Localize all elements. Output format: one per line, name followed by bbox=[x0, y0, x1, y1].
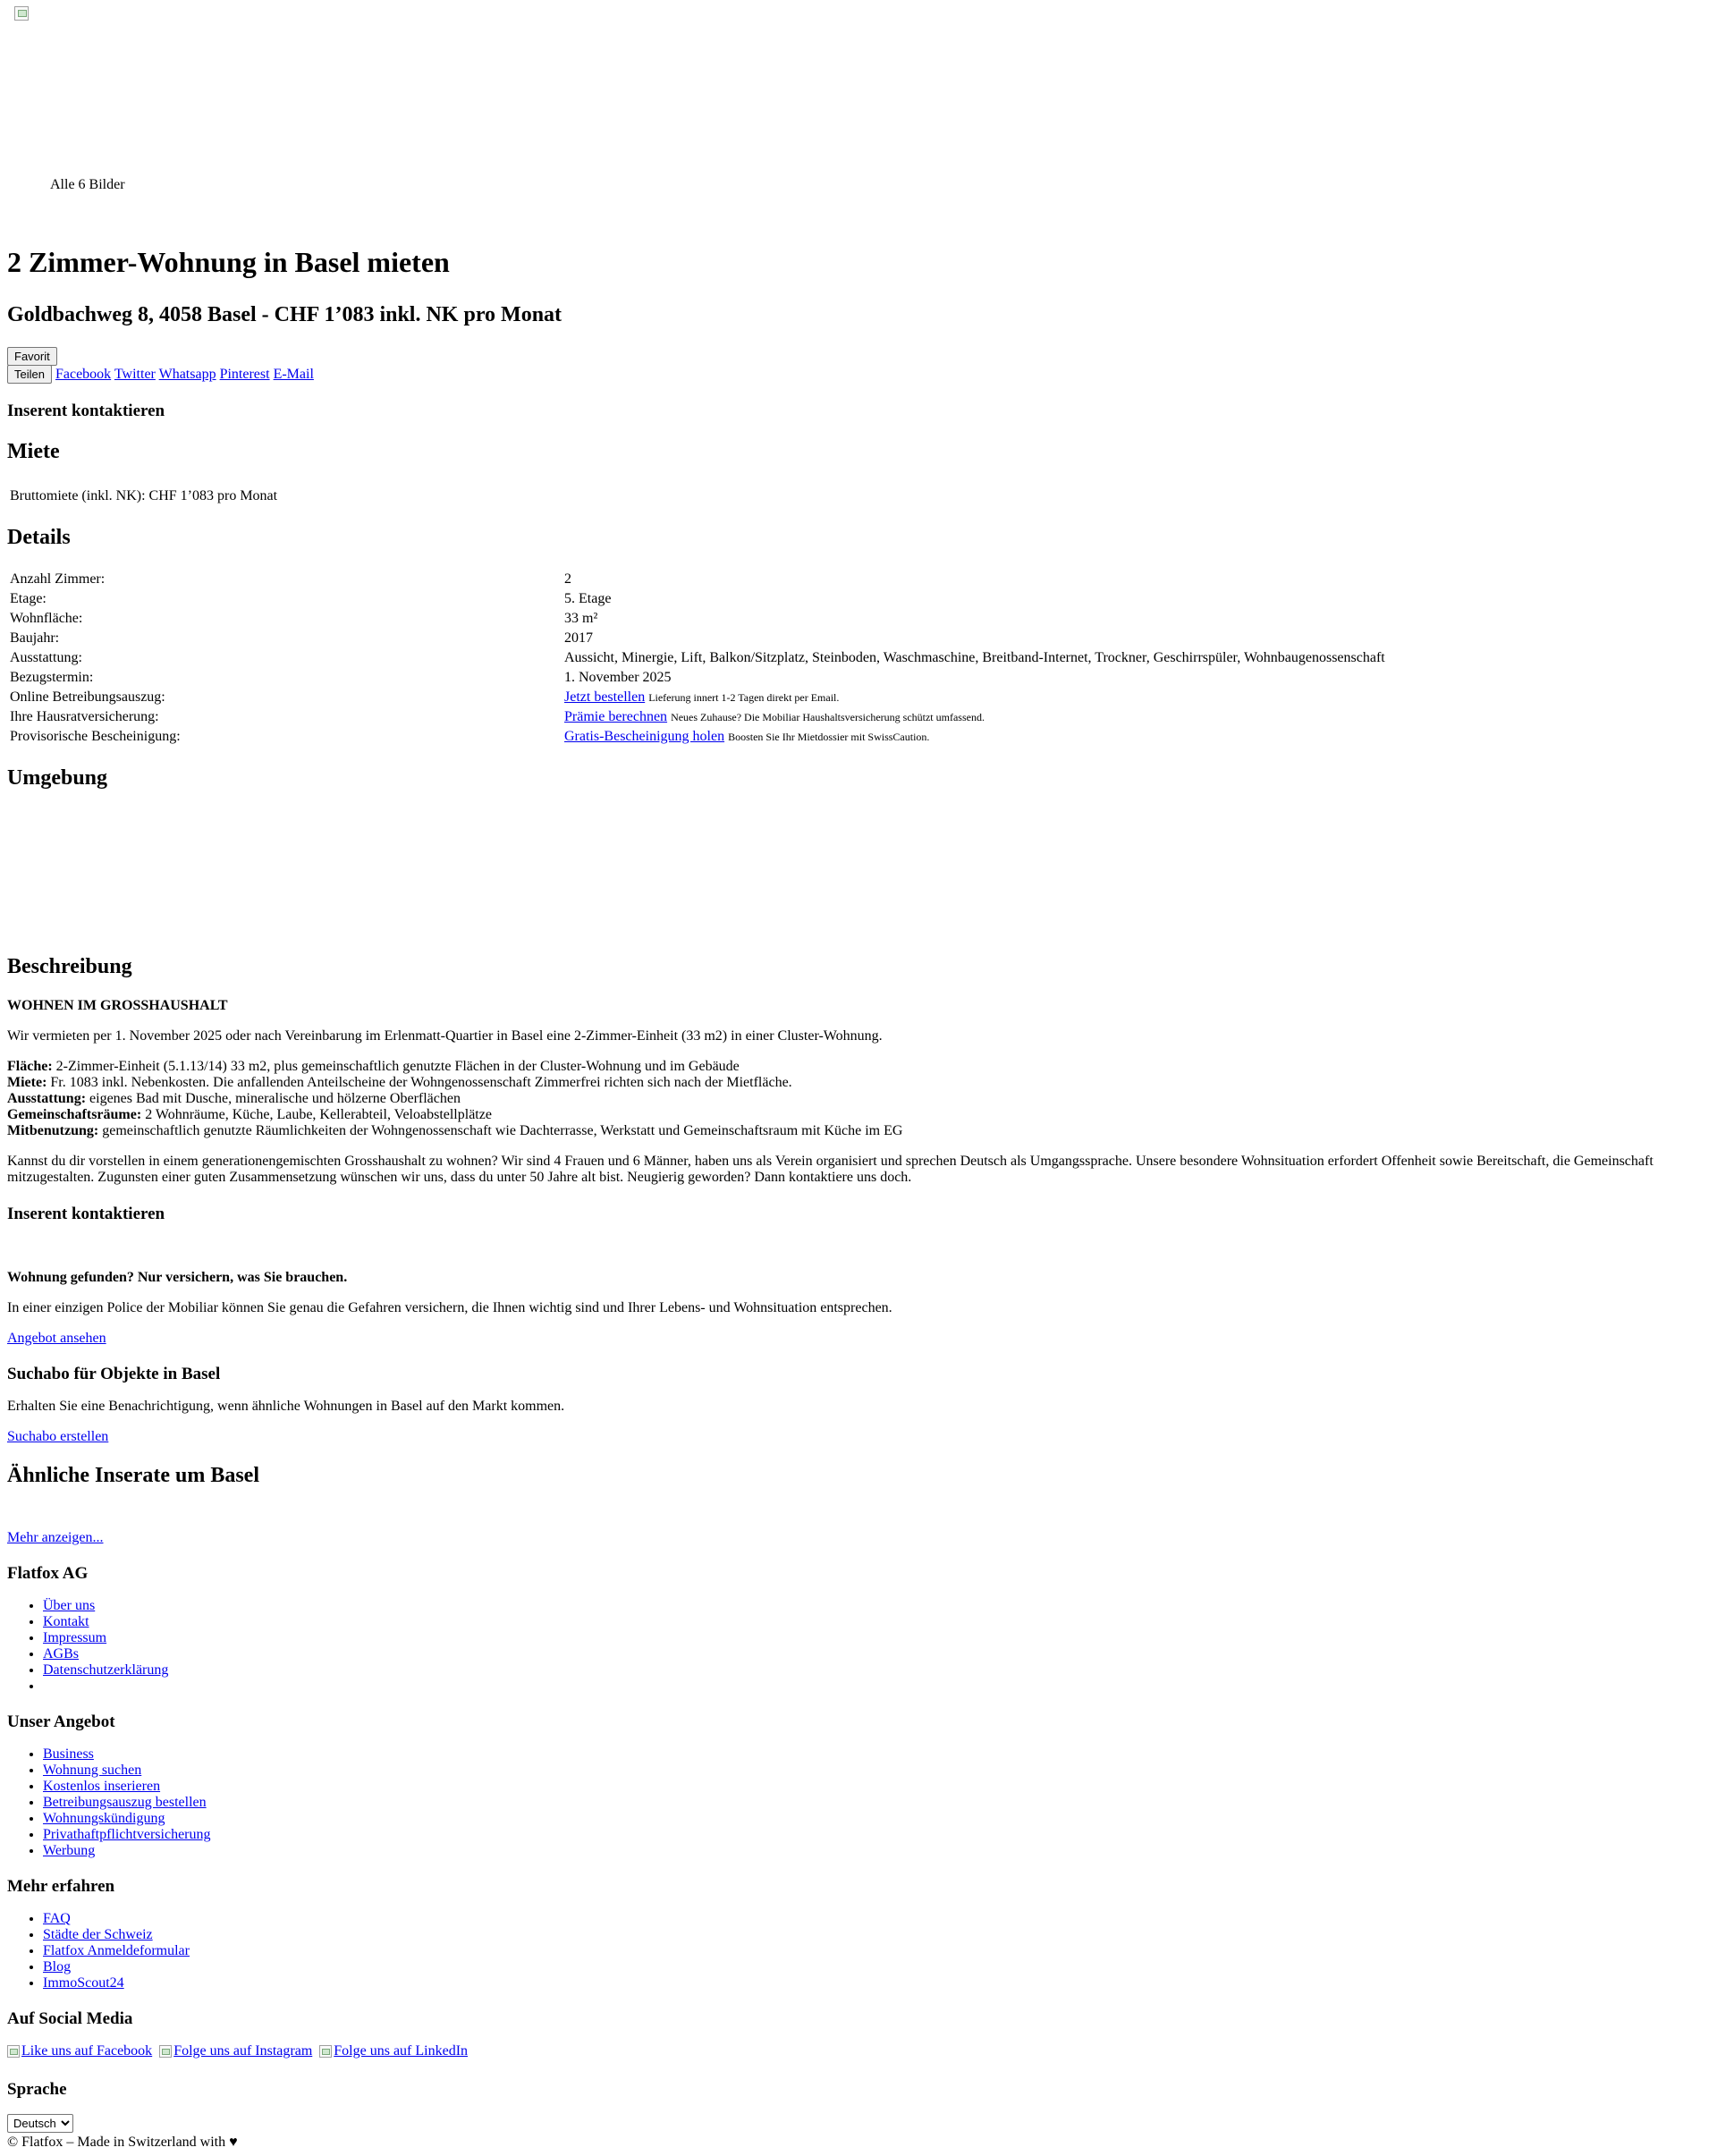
detail-key: Baujahr: bbox=[10, 630, 60, 646]
instagram-link[interactable] bbox=[159, 2043, 312, 2059]
footer-link-cities[interactable]: Städte der Schweiz bbox=[43, 1927, 153, 1942]
description-intro: Wir vermieten per 1. November 2025 oder nach Vereinbarung im Erlenmatt-Quartier in Basel eine 2-Zimmer-Einheit (33 m2) in einer Cluster-Wohnung. bbox=[7, 1028, 883, 1044]
footer-learn-heading: Mehr erfahren bbox=[7, 1877, 115, 1896]
footer-offer-list bbox=[7, 1746, 1710, 1859]
map-area[interactable] bbox=[7, 791, 1710, 954]
fact-text: 2 Wohnräume, Küche, Laube, Kellerabteil, Veloabstellplätze bbox=[145, 1107, 492, 1122]
footer-social bbox=[7, 2009, 1710, 2062]
detail-value: 33 m² bbox=[564, 611, 598, 626]
fact-label: Mitbenutzung: bbox=[7, 1123, 99, 1138]
linkedin-icon bbox=[319, 2045, 332, 2058]
facebook-link-label: Like uns auf Facebook bbox=[21, 2043, 153, 2059]
detail-key: Wohnfläche: bbox=[10, 611, 83, 626]
footer-social-heading: Auf Social Media bbox=[7, 2009, 133, 2028]
listing-title: 2 Zimmer-Wohnung in Basel mieten bbox=[7, 246, 450, 278]
contact-advertiser-heading[interactable]: Inserent kontaktieren bbox=[7, 402, 165, 420]
share-row bbox=[7, 365, 1710, 383]
list-item bbox=[43, 1763, 1710, 1779]
list-item bbox=[43, 1598, 1710, 1614]
copyright: © Flatfox – Made in Switzerland with ♥ bbox=[7, 2135, 238, 2150]
footer-company-heading: Flatfox AG bbox=[7, 1564, 89, 1583]
fact-text: 2-Zimmer-Einheit (5.1.13/14) 33 m2, plus gemeinschaftlich genutzte Flächen in der Cluster-Wohnung und im Gebäude bbox=[55, 1059, 740, 1074]
footer-link-business[interactable]: Business bbox=[43, 1746, 94, 1762]
table-row bbox=[9, 669, 1708, 687]
footer-link-imprint[interactable]: Impressum bbox=[43, 1630, 107, 1645]
details-table bbox=[7, 569, 1710, 748]
share-button[interactable]: Teilen bbox=[7, 365, 52, 384]
image-gallery[interactable] bbox=[7, 0, 1710, 192]
list-item bbox=[43, 1843, 1710, 1859]
list-item bbox=[43, 1911, 1710, 1927]
table-row bbox=[9, 728, 1708, 746]
list-item bbox=[43, 1646, 1710, 1662]
detail-key: Ausstattung: bbox=[10, 650, 82, 665]
description-title: WOHNEN IM GROSSHAUSHALT bbox=[7, 998, 228, 1013]
contact-advertiser-heading-bottom[interactable]: Inserent kontaktieren bbox=[7, 1205, 165, 1223]
share-facebook-link[interactable]: Facebook bbox=[55, 367, 112, 382]
table-row bbox=[9, 649, 1708, 667]
table-row bbox=[9, 571, 1708, 588]
detail-key: Etage: bbox=[10, 591, 47, 606]
insurance-promo bbox=[7, 1270, 1710, 1347]
share-pinterest-link[interactable]: Pinterest bbox=[219, 367, 270, 382]
list-item bbox=[43, 1827, 1710, 1843]
insurance-heading: Wohnung gefunden? Nur versichern, was Sie brauchen. bbox=[7, 1270, 348, 1285]
rent-table bbox=[7, 486, 280, 507]
favorite-button[interactable]: Favorit bbox=[7, 347, 57, 366]
share-twitter-link[interactable]: Twitter bbox=[114, 367, 156, 382]
fact-label: Miete: bbox=[7, 1075, 47, 1090]
calculate-premium-link[interactable]: Prämie berechnen bbox=[564, 709, 668, 724]
footer-link-liability-insurance[interactable]: Privathaftpflichtversicherung bbox=[43, 1827, 211, 1842]
table-row bbox=[9, 487, 278, 505]
share-whatsapp-link[interactable]: Whatsapp bbox=[158, 367, 216, 382]
list-item bbox=[43, 1678, 1710, 1695]
language-select[interactable] bbox=[7, 2114, 73, 2133]
list-item bbox=[43, 1746, 1710, 1763]
create-search-subscription-link[interactable]: Suchabo erstellen bbox=[7, 1429, 109, 1444]
list-item bbox=[43, 1779, 1710, 1795]
footer-link-contact[interactable]: Kontakt bbox=[43, 1614, 89, 1629]
fact-text: eigenes Bad mit Dusche, mineralische und hölzerne Oberflächen bbox=[89, 1091, 461, 1106]
facebook-icon bbox=[7, 2045, 20, 2058]
search-subscription-text: Erhalten Sie eine Benachrichtigung, wenn ähnliche Wohnungen in Basel auf den Markt kommen. bbox=[7, 1399, 565, 1414]
footer-link-debt-extract[interactable]: Betreibungsauszug bestellen bbox=[43, 1795, 207, 1810]
detail-value: Aussicht, Minergie, Lift, Balkon/Sitzplatz, Steinboden, Waschmaschine, Breitband-Internet, Trockner, Geschirrspüler, Wohnbaugenossenschaft bbox=[564, 650, 1385, 665]
rent-value: CHF 1’083 pro Monat bbox=[148, 488, 278, 503]
list-item bbox=[43, 1795, 1710, 1811]
description-outro: Kannst du dir vorstellen in einem generationengemischten Grosshaushalt zu wohnen? Wir sind 4 Frauen und 6 Männer, haben uns als Verein organisiert und sprechen Deutsch als Umgangssprache. Unsere besondere Wohnsituation erfordert Offenheit sowie Bereitschaft, die Gemeinschaft mitzugestalten. Zugunsten einer guten Zusammensetzung wünschen wir uns, dass du unter 50 Jahre alt bist. Neugierig geworden? Dann kontaktiere uns doch. bbox=[7, 1154, 1654, 1185]
detail-key: Provisorische Bescheinigung: bbox=[10, 729, 181, 744]
footer-language bbox=[7, 2080, 1710, 2151]
table-row bbox=[9, 689, 1708, 706]
table-row bbox=[9, 630, 1708, 647]
footer-learn bbox=[7, 1877, 1710, 1991]
footer-offer bbox=[7, 1712, 1710, 1859]
surroundings-heading: Umgebung bbox=[7, 766, 108, 790]
table-row bbox=[9, 590, 1708, 608]
facebook-link[interactable] bbox=[7, 2043, 152, 2059]
fact-label: Ausstattung: bbox=[7, 1091, 87, 1106]
share-email-link[interactable]: E-Mail bbox=[273, 367, 314, 382]
fact-text: gemeinschaftlich genutzte Räumlichkeiten der Wohngenossenschaft wie Dachterrasse, Werkstatt und Gemeinschaftsraum mit Küche im EG bbox=[102, 1123, 903, 1138]
details-heading: Details bbox=[7, 526, 71, 549]
fact-text: Fr. 1083 inkl. Nebenkosten. Die anfallenden Anteilscheine der Wohngenossenschaft Zimmerfrei richten sich nach der Mietfläche. bbox=[50, 1075, 792, 1090]
rent-label: Bruttomiete (inkl. NK): bbox=[10, 488, 146, 503]
detail-key: Anzahl Zimmer: bbox=[10, 571, 106, 587]
detail-note: Boosten Sie Ihr Mietdossier mit SwissCaution. bbox=[728, 731, 930, 743]
detail-note: Lieferung innert 1-2 Tagen direkt per Email. bbox=[648, 691, 840, 704]
footer-company-list bbox=[7, 1598, 1710, 1695]
footer-link-termination[interactable]: Wohnungskündigung bbox=[43, 1811, 165, 1826]
list-item bbox=[43, 1959, 1710, 1975]
footer-link-faq[interactable]: FAQ bbox=[43, 1911, 71, 1926]
insurance-text: In einer einzigen Police der Mobiliar können Sie genau die Gefahren versichern, die Ihnen wichtig sind und Ihrer Lebens- und Wohnsituation entsprechen. bbox=[7, 1300, 892, 1315]
list-item bbox=[43, 1943, 1710, 1959]
instagram-icon bbox=[159, 2045, 172, 2058]
list-item bbox=[43, 1662, 1710, 1678]
detail-key: Bezugstermin: bbox=[10, 670, 94, 685]
footer-link-privacy[interactable]: Datenschutzerklärung bbox=[43, 1662, 169, 1678]
list-item bbox=[43, 1614, 1710, 1630]
list-item bbox=[43, 1927, 1710, 1943]
detail-key: Online Betreibungsauszug: bbox=[10, 689, 165, 705]
table-row bbox=[9, 610, 1708, 628]
list-item bbox=[43, 1630, 1710, 1646]
footer-link-registration-form[interactable]: Flatfox Anmeldeformular bbox=[43, 1943, 190, 1958]
footer-link-blog[interactable]: Blog bbox=[43, 1959, 72, 1974]
fact-label: Gemeinschaftsräume: bbox=[7, 1107, 142, 1122]
similar-listings-heading: Ähnliche Inserate um Basel bbox=[7, 1464, 259, 1487]
linkedin-link-label: Folge uns auf LinkedIn bbox=[334, 2043, 469, 2059]
footer-company bbox=[7, 1564, 1710, 1695]
footer-link-about[interactable]: Über uns bbox=[43, 1598, 96, 1613]
list-item bbox=[43, 1811, 1710, 1827]
all-images-label[interactable]: Alle 6 Bilder bbox=[50, 177, 125, 192]
rent-heading: Miete bbox=[7, 440, 60, 463]
order-debt-extract-link[interactable]: Jetzt bestellen bbox=[564, 689, 646, 705]
search-subscription bbox=[7, 1365, 1710, 1445]
show-more-link[interactable]: Mehr anzeigen... bbox=[7, 1530, 104, 1545]
detail-key: Ihre Hausratversicherung: bbox=[10, 709, 159, 724]
footer-link-immoscout24[interactable]: ImmoScout24 bbox=[43, 1975, 124, 1991]
description-facts bbox=[7, 1059, 1710, 1139]
instagram-link-label: Folge uns auf Instagram bbox=[173, 2043, 313, 2059]
description-heading: Beschreibung bbox=[7, 955, 132, 978]
footer-link-free-listing[interactable]: Kostenlos inserieren bbox=[43, 1779, 161, 1794]
gallery-image-icon[interactable] bbox=[14, 6, 29, 21]
footer-language-heading: Sprache bbox=[7, 2080, 67, 2099]
fact-label: Fläche: bbox=[7, 1059, 53, 1074]
footer-link-terms[interactable]: AGBs bbox=[43, 1646, 80, 1661]
table-row bbox=[9, 708, 1708, 726]
detail-value: 2 bbox=[564, 571, 571, 587]
description-section bbox=[7, 954, 1710, 1186]
view-offer-link[interactable]: Angebot ansehen bbox=[7, 1331, 106, 1346]
linkedin-link[interactable] bbox=[319, 2043, 468, 2059]
detail-value: 2017 bbox=[564, 630, 593, 646]
footer-link-search-apartment[interactable]: Wohnung suchen bbox=[43, 1763, 142, 1778]
detail-note: Neues Zuhause? Die Mobiliar Haushaltsversicherung schützt umfassend. bbox=[671, 711, 985, 723]
detail-value: 5. Etage bbox=[564, 591, 612, 606]
listing-subtitle: Goldbachweg 8, 4058 Basel - CHF 1’083 inkl. NK pro Monat bbox=[7, 303, 562, 326]
list-item bbox=[43, 1975, 1710, 1991]
detail-value: 1. November 2025 bbox=[564, 670, 672, 685]
footer-offer-heading: Unser Angebot bbox=[7, 1712, 115, 1731]
free-certificate-link[interactable]: Gratis-Bescheinigung holen bbox=[564, 729, 725, 744]
search-subscription-heading: Suchabo für Objekte in Basel bbox=[7, 1365, 221, 1383]
footer-link-advertising[interactable]: Werbung bbox=[43, 1843, 96, 1858]
footer-learn-list bbox=[7, 1911, 1710, 1991]
